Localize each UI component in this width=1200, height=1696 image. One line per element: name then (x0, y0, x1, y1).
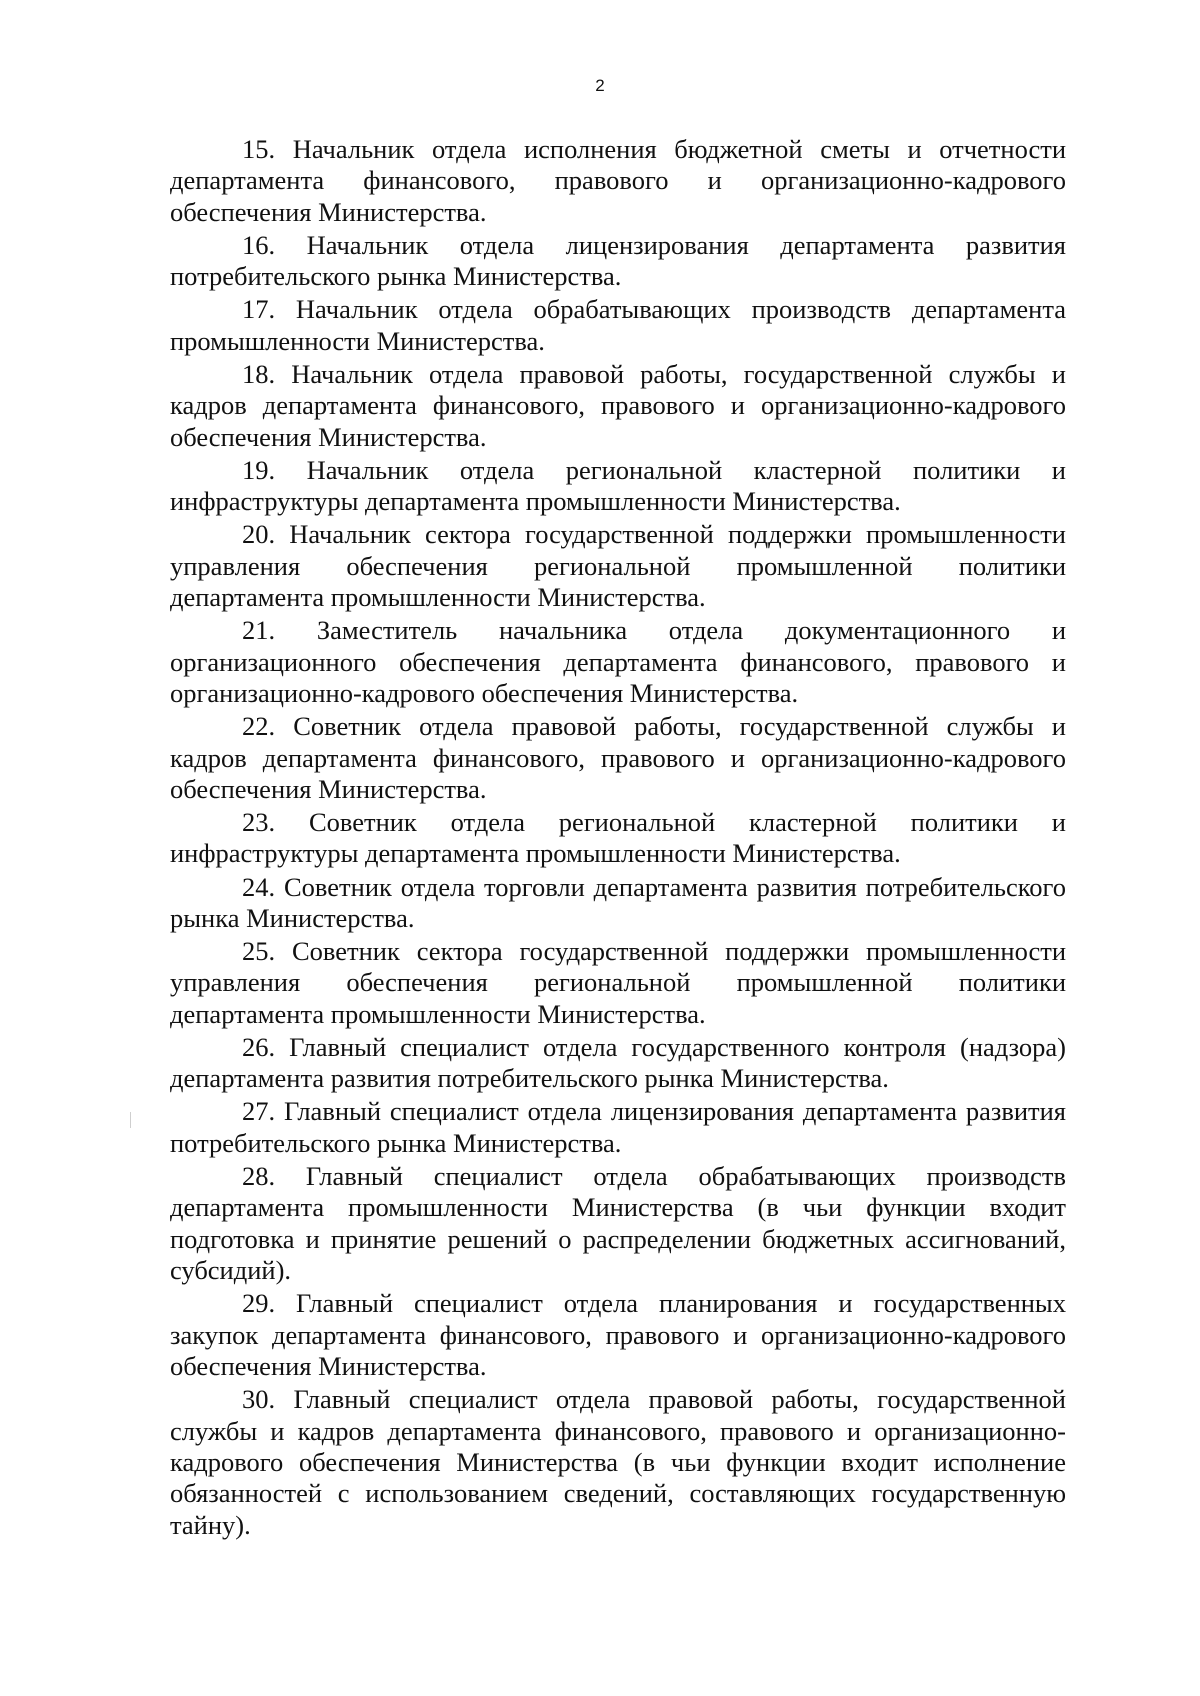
list-item-17: 17. Начальник отдела обрабатывающих производств департамента промышленности Министерства. (170, 294, 1066, 356)
list-item-23: 23. Советник отдела региональной кластерной политики и инфраструктуры департамента промышленности Министерства. (170, 807, 1066, 869)
list-item-22: 22. Советник отдела правовой работы, государственной службы и кадров департамента финансового, правового и организационно-кадрового обеспечения Министерства. (170, 711, 1066, 804)
list-item-20: 20. Начальник сектора государственной поддержки промышленности управления обеспечения региональной промышленной политики департамента промышленности Министерства. (170, 519, 1066, 613)
margin-mark (130, 1112, 131, 1128)
list-item-19: 19. Начальник отдела региональной кластерной политики и инфраструктуры департамента промышленности Министерства. (170, 454, 1066, 517)
list-item-24: 24. Советник отдела торговли департамента развития потребительского рынка Министерства. (170, 871, 1066, 933)
page-number: 2 (595, 76, 605, 95)
document-body (170, 134, 1066, 1543)
list-item-25: 25. Советник сектора государственной поддержки промышленности управления обеспечения региональной промышленной политики департамента промышленности Министерства. (170, 936, 1066, 1029)
list-item-26: 26. Главный специалист отдела государственного контроля (надзора) департамента развития потребительского рынка Министерства. (170, 1031, 1066, 1094)
list-item-15: 15. Начальник отдела исполнения бюджетной сметы и отчетности департамента финансового, правового и организационно-кадрового обеспечения Министерства. (170, 134, 1066, 227)
list-item-30: 30. Главный специалист отдела правовой работы, государственной службы и кадров департамента финансового, правового и организационно-кадрового обеспечения Министерства (в чьи функции входит исполнение обязанностей с использованием сведений, составляющих государственную тайну). (170, 1384, 1066, 1540)
list-item-18: 18. Начальник отдела правовой работы, государственной службы и кадров департамента финансового, правового и организационно-кадрового обеспечения Министерства. (170, 358, 1066, 452)
list-item-16: 16. Начальник отдела лицензирования департамента развития потребительского рынка Министерства. (170, 229, 1066, 292)
list-item-28: 28. Главный специалист отдела обрабатывающих производств департамента промышленности Министерства (в чьи функции входит подготовка и принятие решений о распределении бюджетных ассигнований, субсидий). (170, 1160, 1066, 1286)
list-item-27: 27. Главный специалист отдела лицензирования департамента развития потребительского рынка Министерства. (170, 1096, 1066, 1158)
list-item-29: 29. Главный специалист отдела планирования и государственных закупок департамента финансового, правового и организационно-кадрового обеспечения Министерства. (170, 1288, 1066, 1382)
list-item-21: 21. Заместитель начальника отдела документационного и организационного обеспечения департамента финансового, правового и организационно-кадрового обеспечения Министерства. (170, 615, 1066, 709)
